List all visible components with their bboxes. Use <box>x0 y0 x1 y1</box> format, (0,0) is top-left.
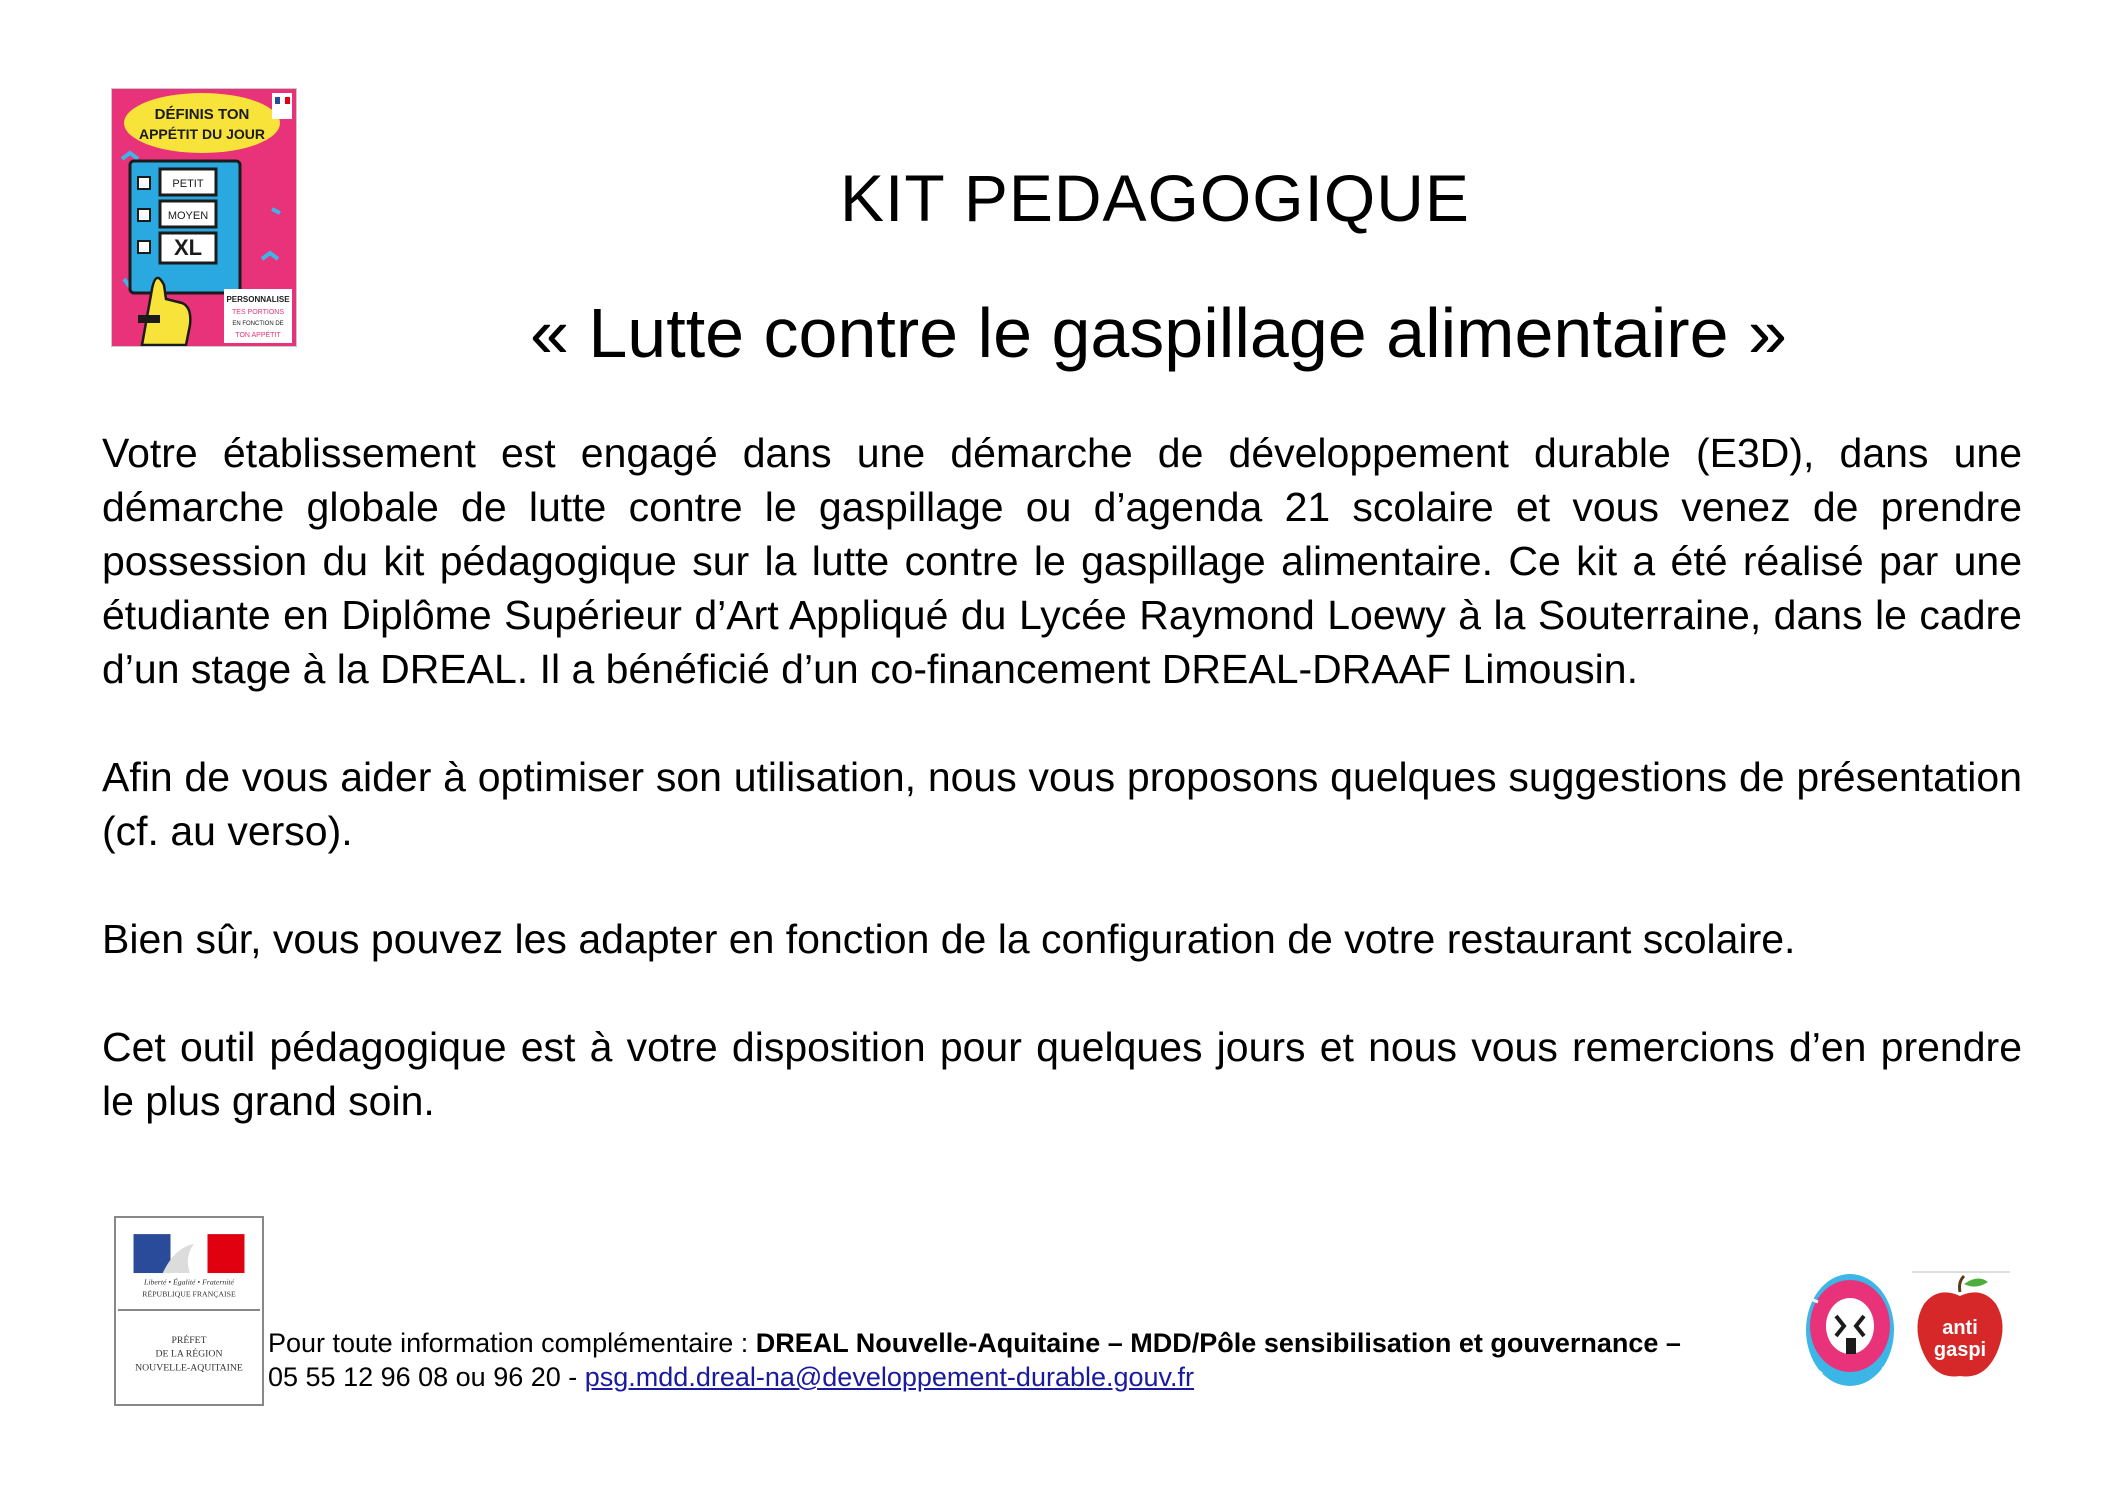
motto: Liberté • Égalité • Fraternité <box>144 1277 234 1287</box>
prefet-line3: NOUVELLE-AQUITAINE <box>135 1362 243 1374</box>
poster-headline-1: DÉFINIS TON <box>154 106 250 123</box>
poster-mini-logo <box>1804 1268 1896 1390</box>
page-subtitle: « Lutte contre le gaspillage alimentaire » <box>530 294 1787 372</box>
marianne-logo <box>116 1218 262 1404</box>
paragraph-adapt: Bien sûr, vous pouvez les adapter en fonction de la configuration de votre restaurant scolaire. <box>102 916 1796 962</box>
poster-option-xl: XL <box>173 235 203 260</box>
antigaspi-logo <box>1908 1268 2014 1390</box>
footer-email-link[interactable]: psg.mdd.dreal-na@developpement-durable.gouv.fr <box>584 1362 1195 1392</box>
apple-icon <box>1908 1268 2014 1390</box>
paragraph-intro: Votre établissement est engagé dans une démarche de développement durable (E3D), dans une démarche globale de lutte contre le gaspillage ou d’agenda 21 scolaire et vous venez de prendre possession du kit pédagogique sur la lutte contre le gaspillage alimentaire. Ce kit a été réalisé par une étudiante en Diplôme Supérieur d’Art Appliqué du Lycée Raymond Loewy à la Souterraine, dans le cadre d’un stage à la DREAL. Il a bénéficié d’un co-financement DREAL-DRAAF Limousin. <box>102 430 2022 692</box>
prefet-line1: PRÉFET <box>171 1335 207 1347</box>
antigaspi-word1: anti <box>1942 1317 1978 1339</box>
poster-option-petit: PETIT <box>172 178 204 190</box>
poster-caption-4: TON APPÉTIT <box>235 332 281 339</box>
footer-line-1 <box>268 1326 1798 1360</box>
poster-option-moyen: MOYEN <box>167 210 209 222</box>
paragraph-suggestions: Afin de vous aider à optimiser son utilisation, nous vous proposons quelques suggestions de présentation (cf. au verso). <box>102 754 2022 854</box>
poster-caption-2: TES PORTIONS <box>232 309 284 316</box>
poster-headline-2: APPÉTIT DU JOUR <box>138 126 266 142</box>
antigaspi-word2: gaspi <box>1933 1339 1987 1361</box>
footer-org: DREAL Nouvelle-Aquitaine – MDD/Pôle sensibilisation et gouvernance – <box>755 1328 1681 1358</box>
footer-phones: 05 55 12 96 08 ou 96 20 - <box>268 1362 585 1392</box>
footer-line-2 <box>268 1360 1798 1394</box>
plate-icon <box>1804 1268 1896 1390</box>
body-text <box>102 426 2022 1128</box>
poster-illustration <box>112 89 296 346</box>
prefet-line2: DE LA RÉGION <box>155 1348 223 1360</box>
page-title: KIT PEDAGOGIQUE <box>840 161 1470 235</box>
paragraph-care: Cet outil pédagogique est à votre disposition pour quelques jours et nous vous remercions d’en prendre le plus grand soin. <box>102 1024 2022 1124</box>
poster-caption-3: EN FONCTION DE <box>232 321 284 327</box>
republic-label: RÉPUBLIQUE FRANÇAISE <box>142 1289 236 1299</box>
poster-caption-1: PERSONNALISE <box>226 295 290 304</box>
footer-intro: Pour toute information complémentaire : <box>268 1328 756 1358</box>
footer-contact <box>268 1326 1798 1394</box>
prefet-logo <box>114 1216 264 1406</box>
poster-thumbnail <box>111 88 297 347</box>
